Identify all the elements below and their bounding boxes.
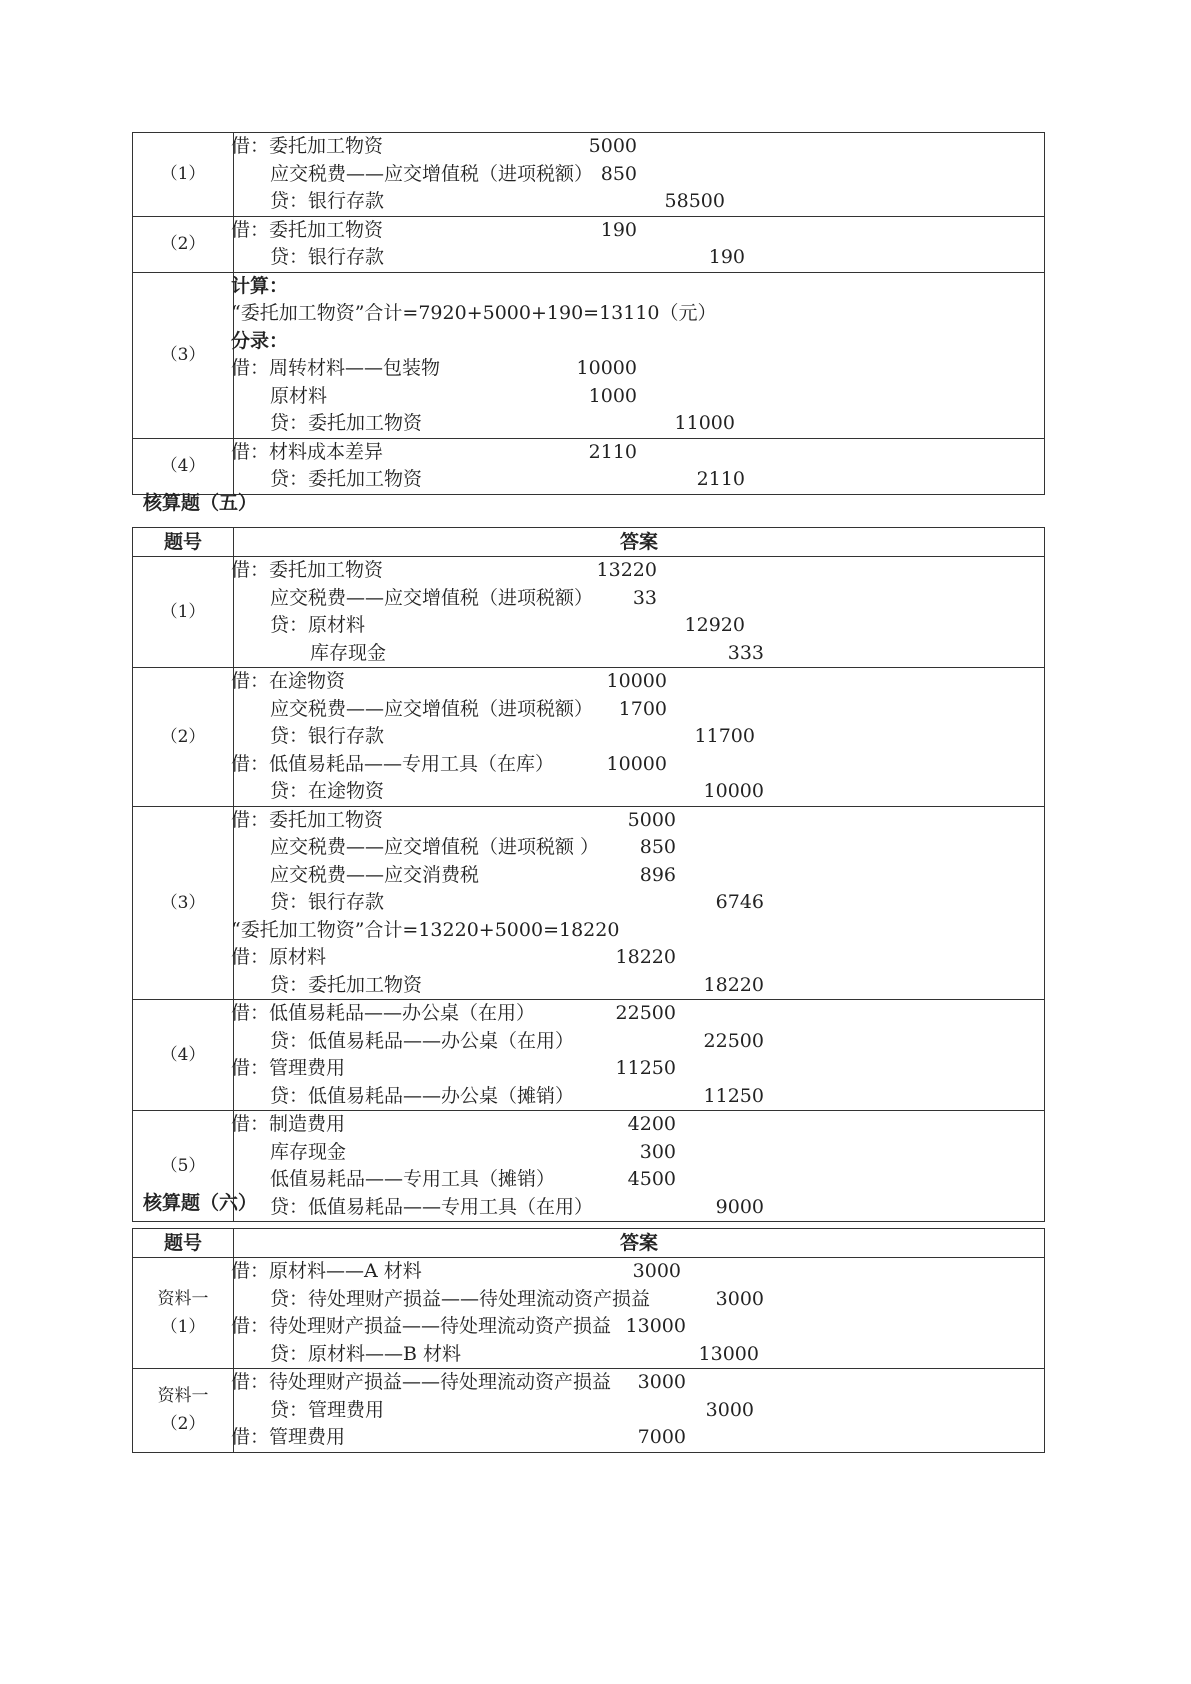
answer-content <box>231 1000 1045 1111</box>
journal-line <box>231 1055 1044 1083</box>
journal-line <box>234 1341 1044 1369</box>
answer-content <box>231 438 1045 494</box>
table-row <box>133 216 1045 272</box>
credit-amount: 9000 <box>715 1195 764 1218</box>
question-number: （2） <box>133 216 234 272</box>
table-row <box>133 1369 1045 1453</box>
debit-amount: 190 <box>600 218 637 241</box>
account-label: 贷：待处理财产损益——待处理流动资产损益 <box>270 1287 651 1310</box>
credit-amount: 3000 <box>715 1287 764 1310</box>
journal-line <box>231 1000 1044 1028</box>
account-label: 应交税费——应交增值税（进项税额） <box>270 697 594 720</box>
journal-line <box>234 696 1044 724</box>
journal-line <box>234 585 1044 613</box>
account-label: 借：委托加工物资 <box>231 559 384 581</box>
journal-line <box>234 1028 1044 1056</box>
debit-amount: 4500 <box>627 1168 676 1190</box>
account-label: 借：低值易耗品——专用工具（在库） <box>231 752 555 775</box>
journal-line <box>234 383 1044 411</box>
account-label: 库存现金 <box>310 641 387 664</box>
credit-amount: 11000 <box>674 412 735 434</box>
debit-amount: 10000 <box>606 752 667 775</box>
account-label: 借：管理费用 <box>231 1057 346 1079</box>
header-answer: 答案 <box>234 1229 1045 1258</box>
credit-amount: 6746 <box>715 891 764 913</box>
debit-amount: 3000 <box>637 1371 686 1393</box>
journal-line <box>231 133 1044 161</box>
journal-line <box>234 244 1044 272</box>
journal-line <box>234 1286 1044 1314</box>
account-label: 贷：委托加工物资 <box>270 973 423 996</box>
section-heading: 核算题（五） <box>143 492 258 514</box>
table-header-row <box>133 1229 1045 1258</box>
journal-line <box>234 640 1044 668</box>
debit-amount: 1700 <box>618 697 667 720</box>
credit-amount: 333 <box>727 641 764 664</box>
answer-content <box>231 1111 1045 1222</box>
answer-content <box>231 133 1045 217</box>
account-label: “委托加工物资”合计=7920+5000+190=13110（元） <box>231 302 717 324</box>
question-number: （3） <box>133 806 234 1000</box>
answer-content <box>231 806 1045 1000</box>
debit-amount: 7000 <box>637 1426 686 1448</box>
journal-line <box>234 778 1044 806</box>
account-label: 借：委托加工物资 <box>231 135 384 157</box>
question-number: （2） <box>133 668 234 807</box>
debit-amount: 896 <box>639 863 676 886</box>
account-label: 贷：管理费用 <box>270 1398 385 1421</box>
account-label: 借：在途物资 <box>231 670 346 692</box>
debit-amount: 33 <box>632 586 657 609</box>
account-label: 应交税费——应交增值税（进项税额） <box>270 162 594 185</box>
credit-amount: 22500 <box>703 1029 764 1052</box>
answer-content <box>231 1258 1045 1369</box>
answer-table <box>132 1228 1045 1453</box>
journal-line <box>234 972 1044 1000</box>
journal-line <box>234 466 1044 494</box>
table-row <box>133 1111 1045 1222</box>
journal-line <box>231 273 1044 301</box>
debit-amount: 850 <box>600 162 637 185</box>
debit-amount: 5000 <box>627 808 676 831</box>
debit-amount: 1000 <box>588 384 637 407</box>
account-label: “委托加工物资”合计=13220+5000=18220 <box>231 918 620 941</box>
account-label: 借：原材料——A 材料 <box>231 1260 422 1282</box>
account-label: 库存现金 <box>270 1140 347 1163</box>
account-label: 借：原材料 <box>231 946 327 968</box>
journal-line <box>234 1083 1044 1111</box>
journal-line <box>234 1397 1044 1425</box>
journal-line <box>231 355 1044 383</box>
answer-content <box>231 1369 1045 1453</box>
debit-amount: 2110 <box>588 440 637 463</box>
journal-line <box>234 1194 1044 1222</box>
account-label: 借：低值易耗品——办公桌（在用） <box>231 1002 536 1024</box>
journal-line <box>231 751 1044 779</box>
debit-amount: 18220 <box>615 946 676 968</box>
journal-line <box>231 917 1044 945</box>
account-label: 原材料 <box>270 384 328 407</box>
debit-amount: 13000 <box>625 1315 686 1337</box>
credit-amount: 11250 <box>703 1084 764 1107</box>
account-label: 借：委托加工物资 <box>231 218 384 241</box>
journal-line <box>234 834 1044 862</box>
account-label: 贷：原材料——B 材料 <box>270 1342 462 1365</box>
journal-line <box>231 328 1044 356</box>
journal-line <box>234 161 1044 189</box>
question-number: （1） <box>133 133 234 217</box>
table-row <box>133 557 1045 668</box>
credit-amount: 58500 <box>664 190 725 212</box>
debit-amount: 10000 <box>606 670 667 692</box>
account-label: 应交税费——应交消费税 <box>270 863 480 886</box>
debit-amount: 850 <box>639 836 676 858</box>
account-label: 贷：低值易耗品——专用工具（在用） <box>270 1195 594 1218</box>
question-number: （4） <box>133 438 234 494</box>
account-label: 贷：在途物资 <box>270 780 385 802</box>
journal-line <box>231 557 1044 585</box>
debit-amount: 13220 <box>596 559 657 581</box>
account-label: 贷：银行存款 <box>270 725 385 747</box>
journal-line <box>234 612 1044 640</box>
header-question-number: 题号 <box>133 1229 234 1258</box>
account-label: 借：待处理财产损益——待处理流动资产损益 <box>231 1371 612 1393</box>
header-question-number: 题号 <box>133 528 234 557</box>
journal-line <box>234 862 1044 890</box>
journal-line <box>234 723 1044 751</box>
journal-line <box>234 188 1044 216</box>
account-label: 贷：委托加工物资 <box>270 468 423 490</box>
account-label: 借：委托加工物资 <box>231 808 384 831</box>
answer-table <box>132 527 1045 1222</box>
credit-amount: 11700 <box>694 725 755 747</box>
section-heading: 核算题（六） <box>143 1192 258 1214</box>
journal-line <box>234 410 1044 438</box>
answer-content <box>231 557 1045 668</box>
credit-amount: 10000 <box>703 780 764 802</box>
account-label: 贷：委托加工物资 <box>270 412 423 434</box>
credit-amount: 13000 <box>698 1342 759 1365</box>
journal-line <box>231 807 1044 835</box>
account-label: 贷：原材料 <box>270 614 366 636</box>
journal-line <box>234 889 1044 917</box>
journal-line <box>231 300 1044 328</box>
credit-amount: 2110 <box>696 468 745 490</box>
question-number: （3） <box>133 272 234 438</box>
account-label: 借：待处理财产损益——待处理流动资产损益 <box>231 1315 612 1337</box>
account-label: 贷：银行存款 <box>270 891 385 913</box>
account-label: 贷：银行存款 <box>270 246 385 268</box>
account-label: 借：管理费用 <box>231 1426 346 1448</box>
credit-amount: 3000 <box>705 1398 754 1421</box>
answer-content <box>231 272 1045 438</box>
table-header-row <box>133 528 1045 557</box>
section-label: 分录： <box>231 329 289 352</box>
debit-amount: 5000 <box>588 135 637 157</box>
journal-line <box>231 1111 1044 1139</box>
journal-line <box>231 1369 1044 1397</box>
journal-line <box>234 1139 1044 1167</box>
header-answer: 答案 <box>234 528 1045 557</box>
journal-line <box>231 1313 1044 1341</box>
journal-line <box>231 217 1044 245</box>
account-label: 贷：低值易耗品——办公桌（在用） <box>270 1029 575 1052</box>
debit-amount: 4200 <box>627 1113 676 1135</box>
account-label: 贷：低值易耗品——办公桌（摊销） <box>270 1084 575 1107</box>
answer-content <box>231 668 1045 807</box>
account-label: 低值易耗品——专用工具（摊销） <box>270 1168 556 1190</box>
section-label: 计算： <box>231 274 289 297</box>
journal-line <box>231 944 1044 972</box>
question-number: 资料一 （1） <box>133 1258 234 1369</box>
journal-line <box>231 1424 1044 1452</box>
account-label: 应交税费——应交增值税（进项税额） <box>270 586 594 609</box>
question-number: 资料一 （2） <box>133 1369 234 1453</box>
question-number: （4） <box>133 1000 234 1111</box>
table-row <box>133 1258 1045 1369</box>
credit-amount: 190 <box>708 246 745 268</box>
table-row <box>133 806 1045 1000</box>
table-row <box>133 668 1045 807</box>
account-label: 贷：银行存款 <box>270 190 385 212</box>
debit-amount: 10000 <box>576 357 637 379</box>
account-label: 借：周转材料——包装物 <box>231 357 441 379</box>
table-row <box>133 272 1045 438</box>
journal-line <box>231 1258 1044 1286</box>
answer-table <box>132 132 1045 495</box>
table-row <box>133 438 1045 494</box>
table-row <box>133 133 1045 217</box>
table-row <box>133 1000 1045 1111</box>
answer-content <box>231 216 1045 272</box>
debit-amount: 11250 <box>615 1057 676 1079</box>
account-label: 借：材料成本差异 <box>231 440 384 463</box>
debit-amount: 22500 <box>615 1002 676 1024</box>
debit-amount: 3000 <box>632 1260 681 1282</box>
question-number: （5） <box>133 1111 234 1222</box>
question-number: （1） <box>133 557 234 668</box>
journal-line <box>231 439 1044 467</box>
debit-amount: 300 <box>639 1140 676 1163</box>
journal-line <box>234 1166 1044 1194</box>
credit-amount: 18220 <box>703 973 764 996</box>
account-label: 应交税费——应交增值税（进项税额 ） <box>270 836 600 858</box>
account-label: 借：制造费用 <box>231 1113 346 1135</box>
credit-amount: 12920 <box>684 614 745 636</box>
journal-line <box>231 668 1044 696</box>
